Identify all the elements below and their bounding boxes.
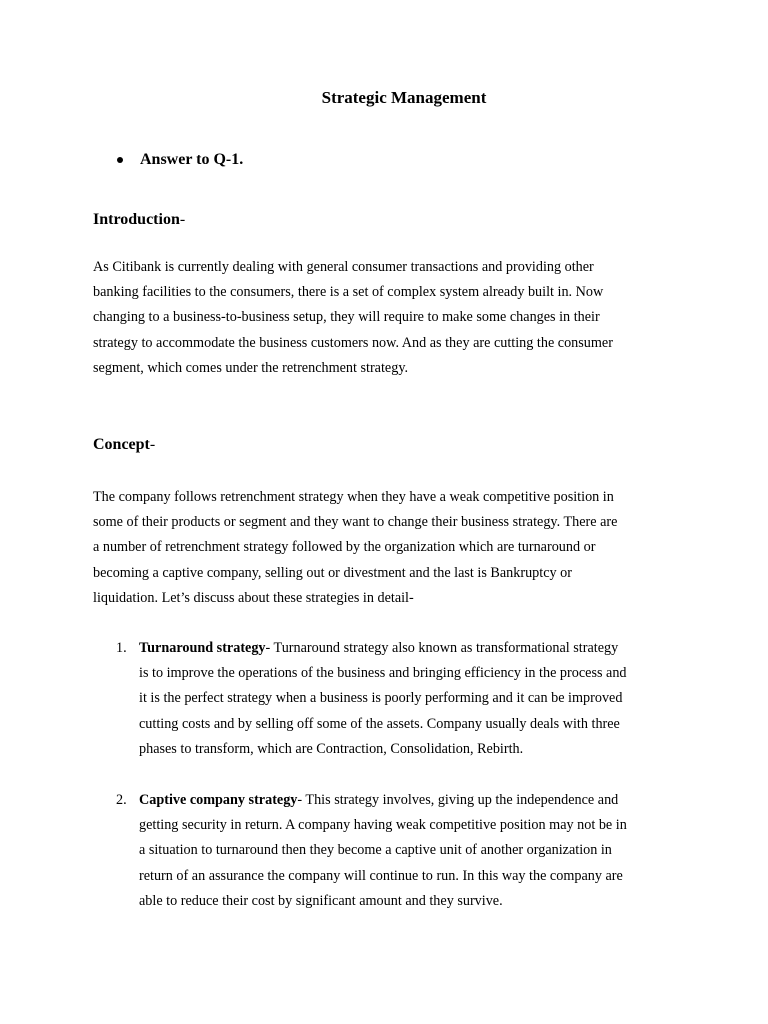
list-item-number: 1. [116, 640, 127, 656]
answer-bullet [117, 148, 243, 172]
list-item-line: getting security in return. A company having weak competitive position may not be in [139, 817, 627, 834]
list-item-line: able to reduce their cost by significant amount and they survive. [139, 892, 503, 909]
concept-heading [93, 433, 155, 457]
list-item-line: it is the perfect strategy when a business is poorly performing and it can be improved [139, 690, 623, 707]
introduction-paragraph [93, 255, 683, 381]
list-item-line: phases to transform, which are Contraction, Consolidation, Rebirth. [139, 740, 524, 757]
introduction-heading-suffix: - [179, 211, 186, 228]
paragraph-line: As Citibank is currently dealing with general consumer transactions and providing other [93, 259, 594, 275]
document-title: Strategic Management [321, 88, 487, 107]
list-item-title: Captive company strategy [139, 792, 298, 808]
introduction-heading-text: Introduction [93, 211, 180, 228]
paragraph-line: strategy to accommodate the business customers now. And as they are cutting the consumer [93, 334, 613, 351]
concept-paragraph [93, 485, 683, 611]
list-item-line: a situation to turnaround then they become a captive unit of another organization in [139, 842, 612, 859]
list-item-first-line-rest: - This strategy involves, giving up the independence and [297, 792, 619, 808]
paragraph-line: banking facilities to the consumers, there is a set of complex system already built in. Now [93, 284, 604, 301]
answer-label: Answer to Q-1. [140, 151, 244, 168]
list-item-title: Turnaround strategy [139, 640, 266, 656]
list-item-body [139, 636, 699, 762]
list-item-line: return of an assurance the company will continue to run. In this way the company are [139, 867, 623, 884]
paragraph-line: a number of retrenchment strategy followed by the organization which are turnaround or [93, 539, 596, 556]
list-item-first-line [139, 636, 699, 661]
list-item-first-line-rest: - Turnaround strategy also known as transformational strategy [265, 640, 619, 656]
list-item-first-line [139, 788, 699, 813]
introduction-heading [93, 208, 185, 232]
list-item-line: is to improve the operations of the business and bringing efficiency in the process and [139, 665, 627, 682]
concept-heading-text: Concept [93, 436, 150, 453]
bullet-dot-icon [117, 157, 123, 163]
paragraph-line: changing to a business-to-business setup, they will require to make some changes in their [93, 309, 600, 326]
list-item-line: cutting costs and by selling off some of the assets. Company usually deals with three [139, 715, 620, 732]
concept-heading-suffix: - [149, 436, 156, 453]
list-item-number: 2. [116, 792, 127, 808]
paragraph-line: liquidation. Let’s discuss about these strategies in detail- [93, 589, 414, 606]
list-item-body [139, 788, 699, 914]
paragraph-line: some of their products or segment and they want to change their business strategy. There are [93, 514, 618, 531]
paragraph-line: The company follows retrenchment strategy when they have a weak competitive position in [93, 489, 614, 505]
paragraph-line: segment, which comes under the retrenchment strategy. [93, 359, 409, 376]
paragraph-line: becoming a captive company, selling out or divestment and the last is Bankruptcy or [93, 564, 572, 581]
